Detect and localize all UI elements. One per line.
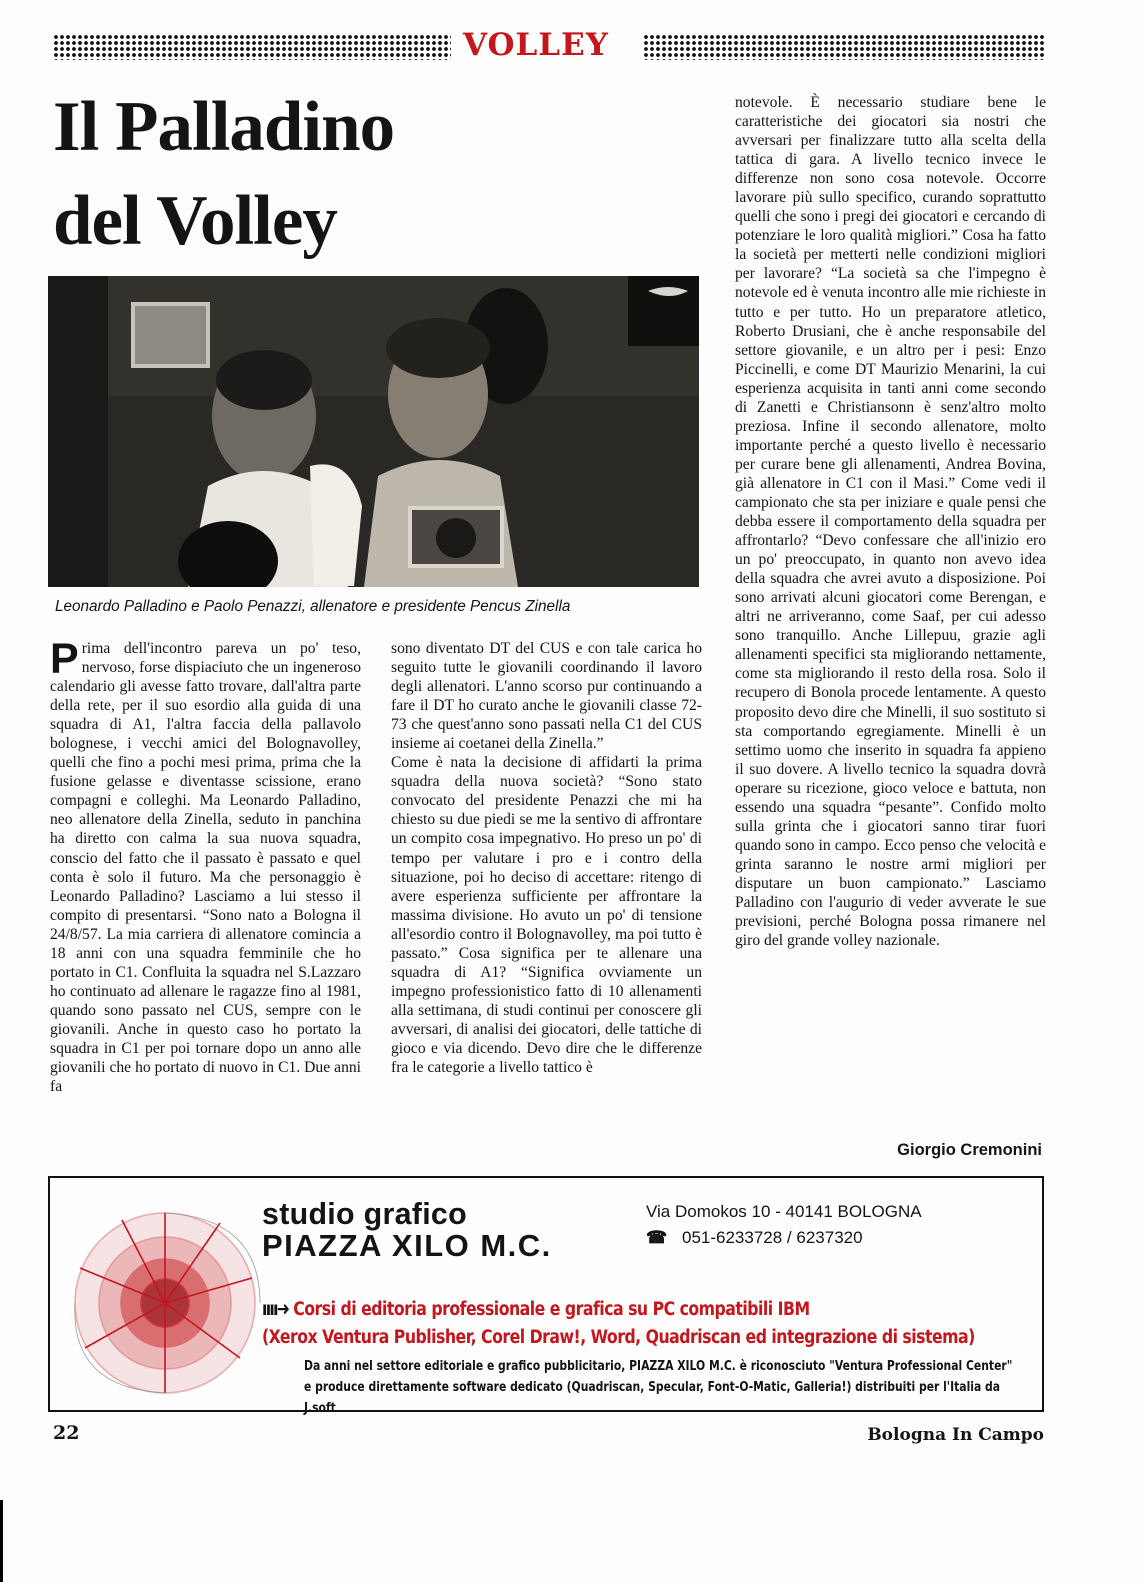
ad-blurb [304, 1356, 1024, 1419]
ad-blurb-line-1: Da anni nel settore editoriale e grafico pubblicitario, PIAZZA XILO M.C. è riconosciuto "Ventura Professional Center" [304, 1358, 1013, 1374]
headline-line-1: Il Palladino [53, 88, 395, 166]
paragraph: Come è nata la decisione di affidarti la prima squadra della nuova società? “Sono stato convocato del presidente Penazzi che mi ha chiesto su due piedi se me la sentivo di affrontare un compito cosa impegnativo. Ho preso un po' di tempo per valutare i pro e i contro della situazione, poi ho deciso di accettare: ritengo di avere esperienza sufficiente per affrontare la massima divisione. Ho avuto un po' di tensione all'esordio contro il Bolognavolley, ma poi tutto è passato.” Cosa significa per te allenare una squadra di A1? “Significa ovviamente un impegno professionistico fatto di 10 allenamenti alla settimana, di studi continui per conoscere gli avversari, di analisi dei giocatori, delle tattiche di gioco e via dicendo. Devo dire che le differenze fra le categorie a livello tattico è [391, 754, 702, 1077]
ad-courses-line-2: (Xerox Ventura Publisher, Corel Draw!, Word, Quadriscan ed integrazione di sistema) [262, 1327, 975, 1348]
ad-studio-label: studio grafico [262, 1196, 467, 1231]
article-column-2 [391, 639, 702, 1077]
photo-illustration [48, 276, 699, 587]
article-column-1 [50, 635, 361, 1096]
page-number: 22 [53, 1422, 80, 1444]
section-label: VOLLEY [463, 27, 609, 63]
dot-pattern-left [53, 34, 451, 60]
paragraph [50, 635, 361, 1096]
article-photo [48, 276, 699, 587]
ad-address: Via Domokos 10 - 40141 BOLOGNA [646, 1202, 922, 1221]
drop-cap: P [50, 635, 79, 683]
headline-line-2: del Volley [53, 182, 337, 260]
article-headline [53, 80, 693, 268]
magazine-name: Bologna In Campo [867, 1425, 1044, 1445]
photo-caption: Leonardo Palladino e Paolo Penazzi, allenatore e presidente Pencus Zinella [55, 598, 571, 615]
ad-firm-name: PIAZZA XILO M.C. [262, 1228, 552, 1263]
ad-courses [262, 1296, 1027, 1352]
section-header [53, 27, 1045, 63]
phone-icon: ☎ [646, 1228, 668, 1247]
paragraph: notevole. È necessario studiare bene le caratteristiche dei giocatori sia nostri che avversari per finalizzare tutto alla scelta della tattica di gara. A livello tecnico invece le differenze non sono cosa notevole. Occorre lavorare più sullo specifico, curando soprattutto quelli che sono i pregi dei giocatori e cercando di potenziare le loro qualità migliori.” Cosa ha fatto la società per metterti nelle condizioni migliori per lavorare? “La società sa che l'impegno è notevole ed è venuta incontro alle mie richieste in tutto e per tutto. Ho un preparatore atletico, Roberto Drusiani, che è anche responsabile del settore giovanile, e un altro per i pesi: Enzo Piccinelli, e come DT Maurizio Menarini, la cui esperienza acquisita in tanti anni come secondo di Zanetti e Christiansonn è senz'altro molto preziosa. Infine il secondo allenatore, molto importante perché a questo livello è necessario per curare bene gli allenamenti, Andrea Bovina, già allenatore in C1 con il Masi.” Come vedi il campionato che sta per iniziare e quale pensi che debba essere il comportamento della squadra per affrontarlo? “Devo confessare che all'inizio ero un po' preoccupato, in quanto non avevo idea della squadra che avrei avuto a disposizione. Poi sono arrivati alcuni giocatori come Berengan, e altri ne arriveranno, come Saaf, per cui adesso sono tranquillo. Anche Lillepuu, grazie agli allenamenti specifici sta migliorando nettamente, come sta migliorando il resto della rosa. Solo il recupero di Bonola procede lentamente. A questo proposito devo dire che Minelli, il suo sostituto si sta comportando egregiamente. Minelli è un settimo uomo che inserito in squadra fa appieno il suo dovere. A livello tecnico la squadra dovrà operare su ricezione, gioco veloce e battuta, non essendo una squadra “pesante”. Confido molto sulla grinta che i giocatori sanno tirar fuori quando sono in campo. Ecco penso che velocità e grinta saranno le nostre armi migliori per disputare un buon campionato.” Lasciamo Palladino con l'augurio di veder avverate le sue previsioni, perché Bologna possa rimanere nel giro del grande volley nazionale. [735, 94, 1046, 950]
ad-blurb-line-2: e produce direttamente software dedicato (Quadriscan, Specular, Font-O-Matic, Galleria!) distribuiti per l'Italia da J.soft [304, 1379, 1001, 1416]
nautilus-logo [60, 1198, 275, 1398]
arrow-right-icon: ıııı➜ [262, 1299, 289, 1320]
margin-rule [0, 1500, 3, 1582]
author-byline: Giorgio Cremonini [897, 1141, 1042, 1159]
paragraph: sono diventato DT del CUS e con tale carica ho seguito tutte le giovanili coordinando il lavoro degli allenatori. L'anno scorso pur continuando a fare il DT ho curato anche le giovanili classe 72-73 che quest'anno sono passati nella C1 del CUS insieme ai coetanei della Zinella.” [391, 640, 702, 753]
article-column-3 [735, 93, 1046, 950]
dot-pattern-right [643, 34, 1045, 60]
paragraph-text: rima dell'incontro pareva un po' teso, nervoso, forse dispiaciuto che un ingeneroso calendario gli avesse fatto trovare, dall'altra parte della rete, per il suo esordio alla guida di una squadra di A1, l'altra faccia della pallavolo bolognese, i vecchi amici del Bolognavolley, quelli che fino a pochi mesi prima, prima che la fusione gelasse e diventasse scissione, erano compagni e colleghi. Ma Leonardo Palladino, neo allenatore della Zinella, seduto in panchina ha diretto con calma la sua nuova squadra, conscio del fatto che il passato è passato e quel conta è solo il futuro. Ma che personaggio è Leonardo Palladino? Lasciamo a lui stesso il compito di presentarsi. “Sono nato a Bologna il 24/8/57. La mia carriera di allenatore comincia a 18 anni con una squadra femminile che ho portato in C1. Confluita la squadra nel S.Lazzaro ho continuato ad allenare le ragazze fino al 1981, quando sono passato nel CUS, sempre con le giovanili. Anche in questo caso ho portato la squadra in C1 per poi tornare dopo un anno alle giovanili che ho portato di nuovo in C1. Due anni fa [50, 640, 361, 1096]
ad-phone-number: 051-6233728 / 6237320 [682, 1228, 863, 1247]
advertisement [48, 1176, 1044, 1416]
ad-phone [646, 1228, 863, 1248]
ad-courses-line-1: Corsi di editoria professionale e grafica su PC compatibili IBM [293, 1299, 810, 1320]
